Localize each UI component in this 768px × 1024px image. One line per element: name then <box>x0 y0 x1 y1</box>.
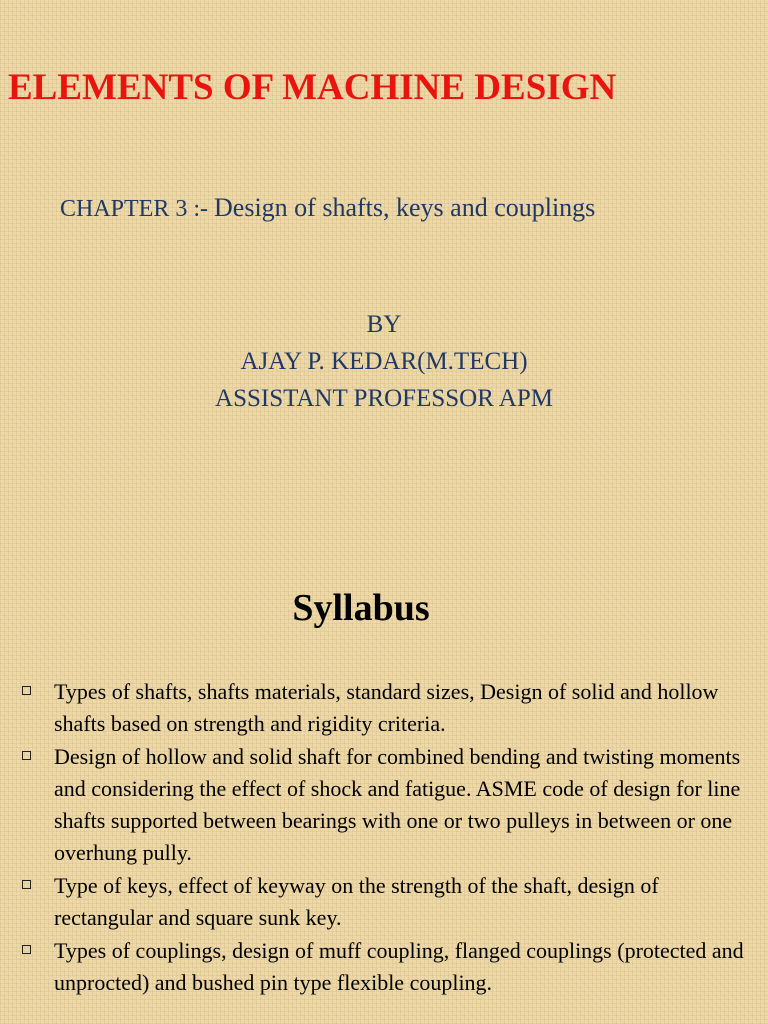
list-item-text: Types of shafts, shafts materials, standard sizes, Design of solid and hollow shafts based on strength and rigidity criteria. <box>54 679 719 736</box>
list-item <box>0 676 768 740</box>
main-title: ELEMENTS OF MACHINE DESIGN <box>8 67 617 108</box>
author-block <box>0 306 768 417</box>
author-position: ASSISTANT PROFESSOR APM <box>215 385 553 412</box>
list-item <box>0 935 768 999</box>
chapter-prefix: CHAPTER 3 :- <box>60 196 215 222</box>
list-item-text: Types of couplings, design of muff coupling, flanged couplings (protected and unprocted) and bushed pin type flexible coupling. <box>54 938 744 995</box>
list-item-text: Type of keys, effect of keyway on the strength of the shaft, design of rectangular and square sunk key. <box>54 873 659 930</box>
chapter-topic: Design of shafts, keys and couplings <box>214 193 596 222</box>
square-bullet-icon <box>22 945 31 954</box>
syllabus-title: Syllabus <box>292 587 430 629</box>
square-bullet-icon <box>22 880 31 889</box>
chapter-line <box>60 193 595 223</box>
by-label: BY <box>366 311 402 338</box>
author-name: AJAY P. KEDAR(M.TECH) <box>240 348 528 375</box>
square-bullet-icon <box>22 751 31 760</box>
list-item-text: Design of hollow and solid shaft for combined bending and twisting moments and considering the effect of shock and fatigue. ASME code of design for line shafts supported between bearings with one or two pulleys in between or one overhung pully. <box>54 744 741 865</box>
list-item <box>0 741 768 869</box>
square-bullet-icon <box>22 686 31 695</box>
syllabus-list <box>0 676 768 1000</box>
list-item <box>0 870 768 934</box>
